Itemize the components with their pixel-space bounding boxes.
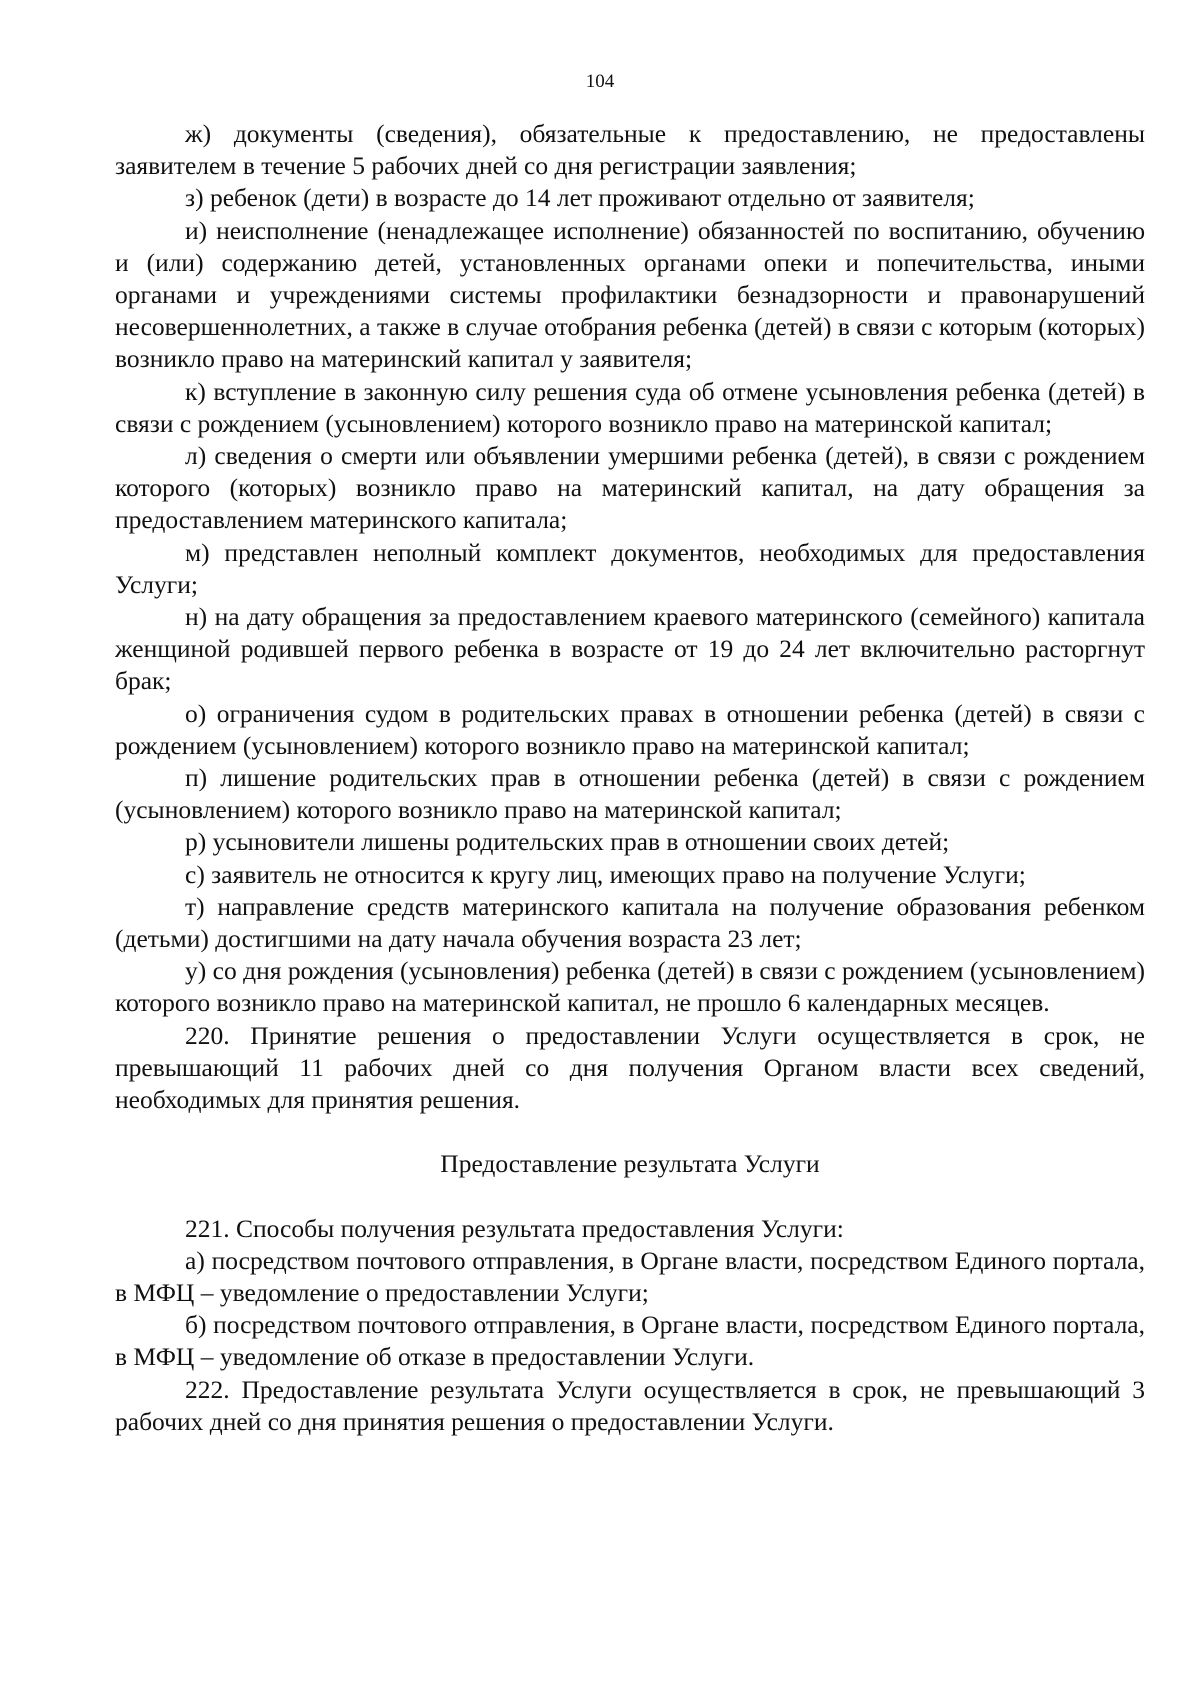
paragraph-item-s: с) заявитель не относится к кругу лиц, имеющих право на получение Услуги;: [185, 859, 1026, 889]
paragraph-item-zh: ж) документы (сведения), обязательные к предоставлению, не предоставлены заявителем в течение 5 рабочих дней со дня регистрации заявления;: [115, 119, 1145, 181]
paragraph-item-o: о) ограничения судом в родительских правах в отношении ребенка (детей) в связи с рождением (усыновлением) которого возникло право на материнской капитал;: [115, 698, 1145, 760]
paragraph-item-n: н) на дату обращения за предоставлением краевого материнского (семейного) капитала женщиной родившей первого ребенка в возрасте от 19 до 24 лет включительно расторгнут брак;: [115, 602, 1145, 696]
paragraph-item-t: т) направление средств материнского капитала на получение образования ребенком (детьми) достигшими на дату начала обучения возраста 23 лет;: [115, 891, 1145, 954]
page-number: 104: [585, 71, 615, 92]
paragraph-item-b: б) посредством почтового отправления, в Органе власти, посредством Единого портала, в МФЦ – уведомление об отказе в предоставлении Услуги.: [115, 1310, 1145, 1372]
paragraph-item-u: у) со дня рождения (усыновления) ребенка (детей) в связи с рождением (усыновлением) которого возникло право на материнской капитал, не прошло 6 календарных месяцев.: [115, 956, 1145, 1018]
paragraph-item-r: р) усыновители лишены родительских прав в отношении своих детей;: [185, 827, 950, 857]
paragraph-item-m: м) представлен неполный комплект документов, необходимых для предоставления Услуги;: [115, 537, 1145, 599]
paragraph-item-i: и) неисполнение (ненадлежащее исполнение) обязанностей по воспитанию, обучению и (или) содержанию детей, установленных органами опеки и попечительства, иными органами и учреждениями системы профилактики безнадзорности и правонарушений несовершеннолетних, а также в случае отобрания ребенка (детей) в связи с которым (которых) возникло право на материнский капитал у заявителя;: [115, 215, 1145, 374]
paragraph-221: 221. Способы получения результата предоставления Услуги:: [185, 1213, 844, 1243]
paragraph-item-k: к) вступление в законную силу решения суда об отмене усыновления ребенка (детей) в связи с рождением (усыновлением) которого возникло право на материнской капитал;: [115, 376, 1145, 438]
paragraph-220: 220. Принятие решения о предоставлении Услуги осуществляется в срок, не превышающий 11 рабочих дней со дня получения Органом власти всех сведений, необходимых для принятия решения.: [115, 1020, 1145, 1115]
paragraph-222: 222. Предоставление результата Услуги осуществляется в срок, не превышающий 3 рабочих дней со дня принятия решения о предоставлении Услуги.: [115, 1374, 1145, 1436]
section-heading: Предоставление результата Услуги: [440, 1149, 820, 1179]
paragraph-item-a: а) посредством почтового отправления, в Органе власти, посредством Единого портала, в МФЦ – уведомление о предоставлении Услуги;: [115, 1245, 1145, 1307]
paragraph-item-l: л) сведения о смерти или объявлении умершими ребенка (детей), в связи с рождением которого (которых) возникло право на материнский капитал, на дату обращения за предоставлением материнского капитала;: [115, 441, 1145, 535]
document-body: [115, 118, 1145, 1438]
paragraph-item-p: п) лишение родительских прав в отношении ребенка (детей) в связи с рождением (усыновлением) которого возникло право на материнской капитал;: [115, 763, 1145, 825]
paragraph-item-z: з) ребенок (дети) в возрасте до 14 лет проживают отдельно от заявителя;: [185, 183, 975, 213]
